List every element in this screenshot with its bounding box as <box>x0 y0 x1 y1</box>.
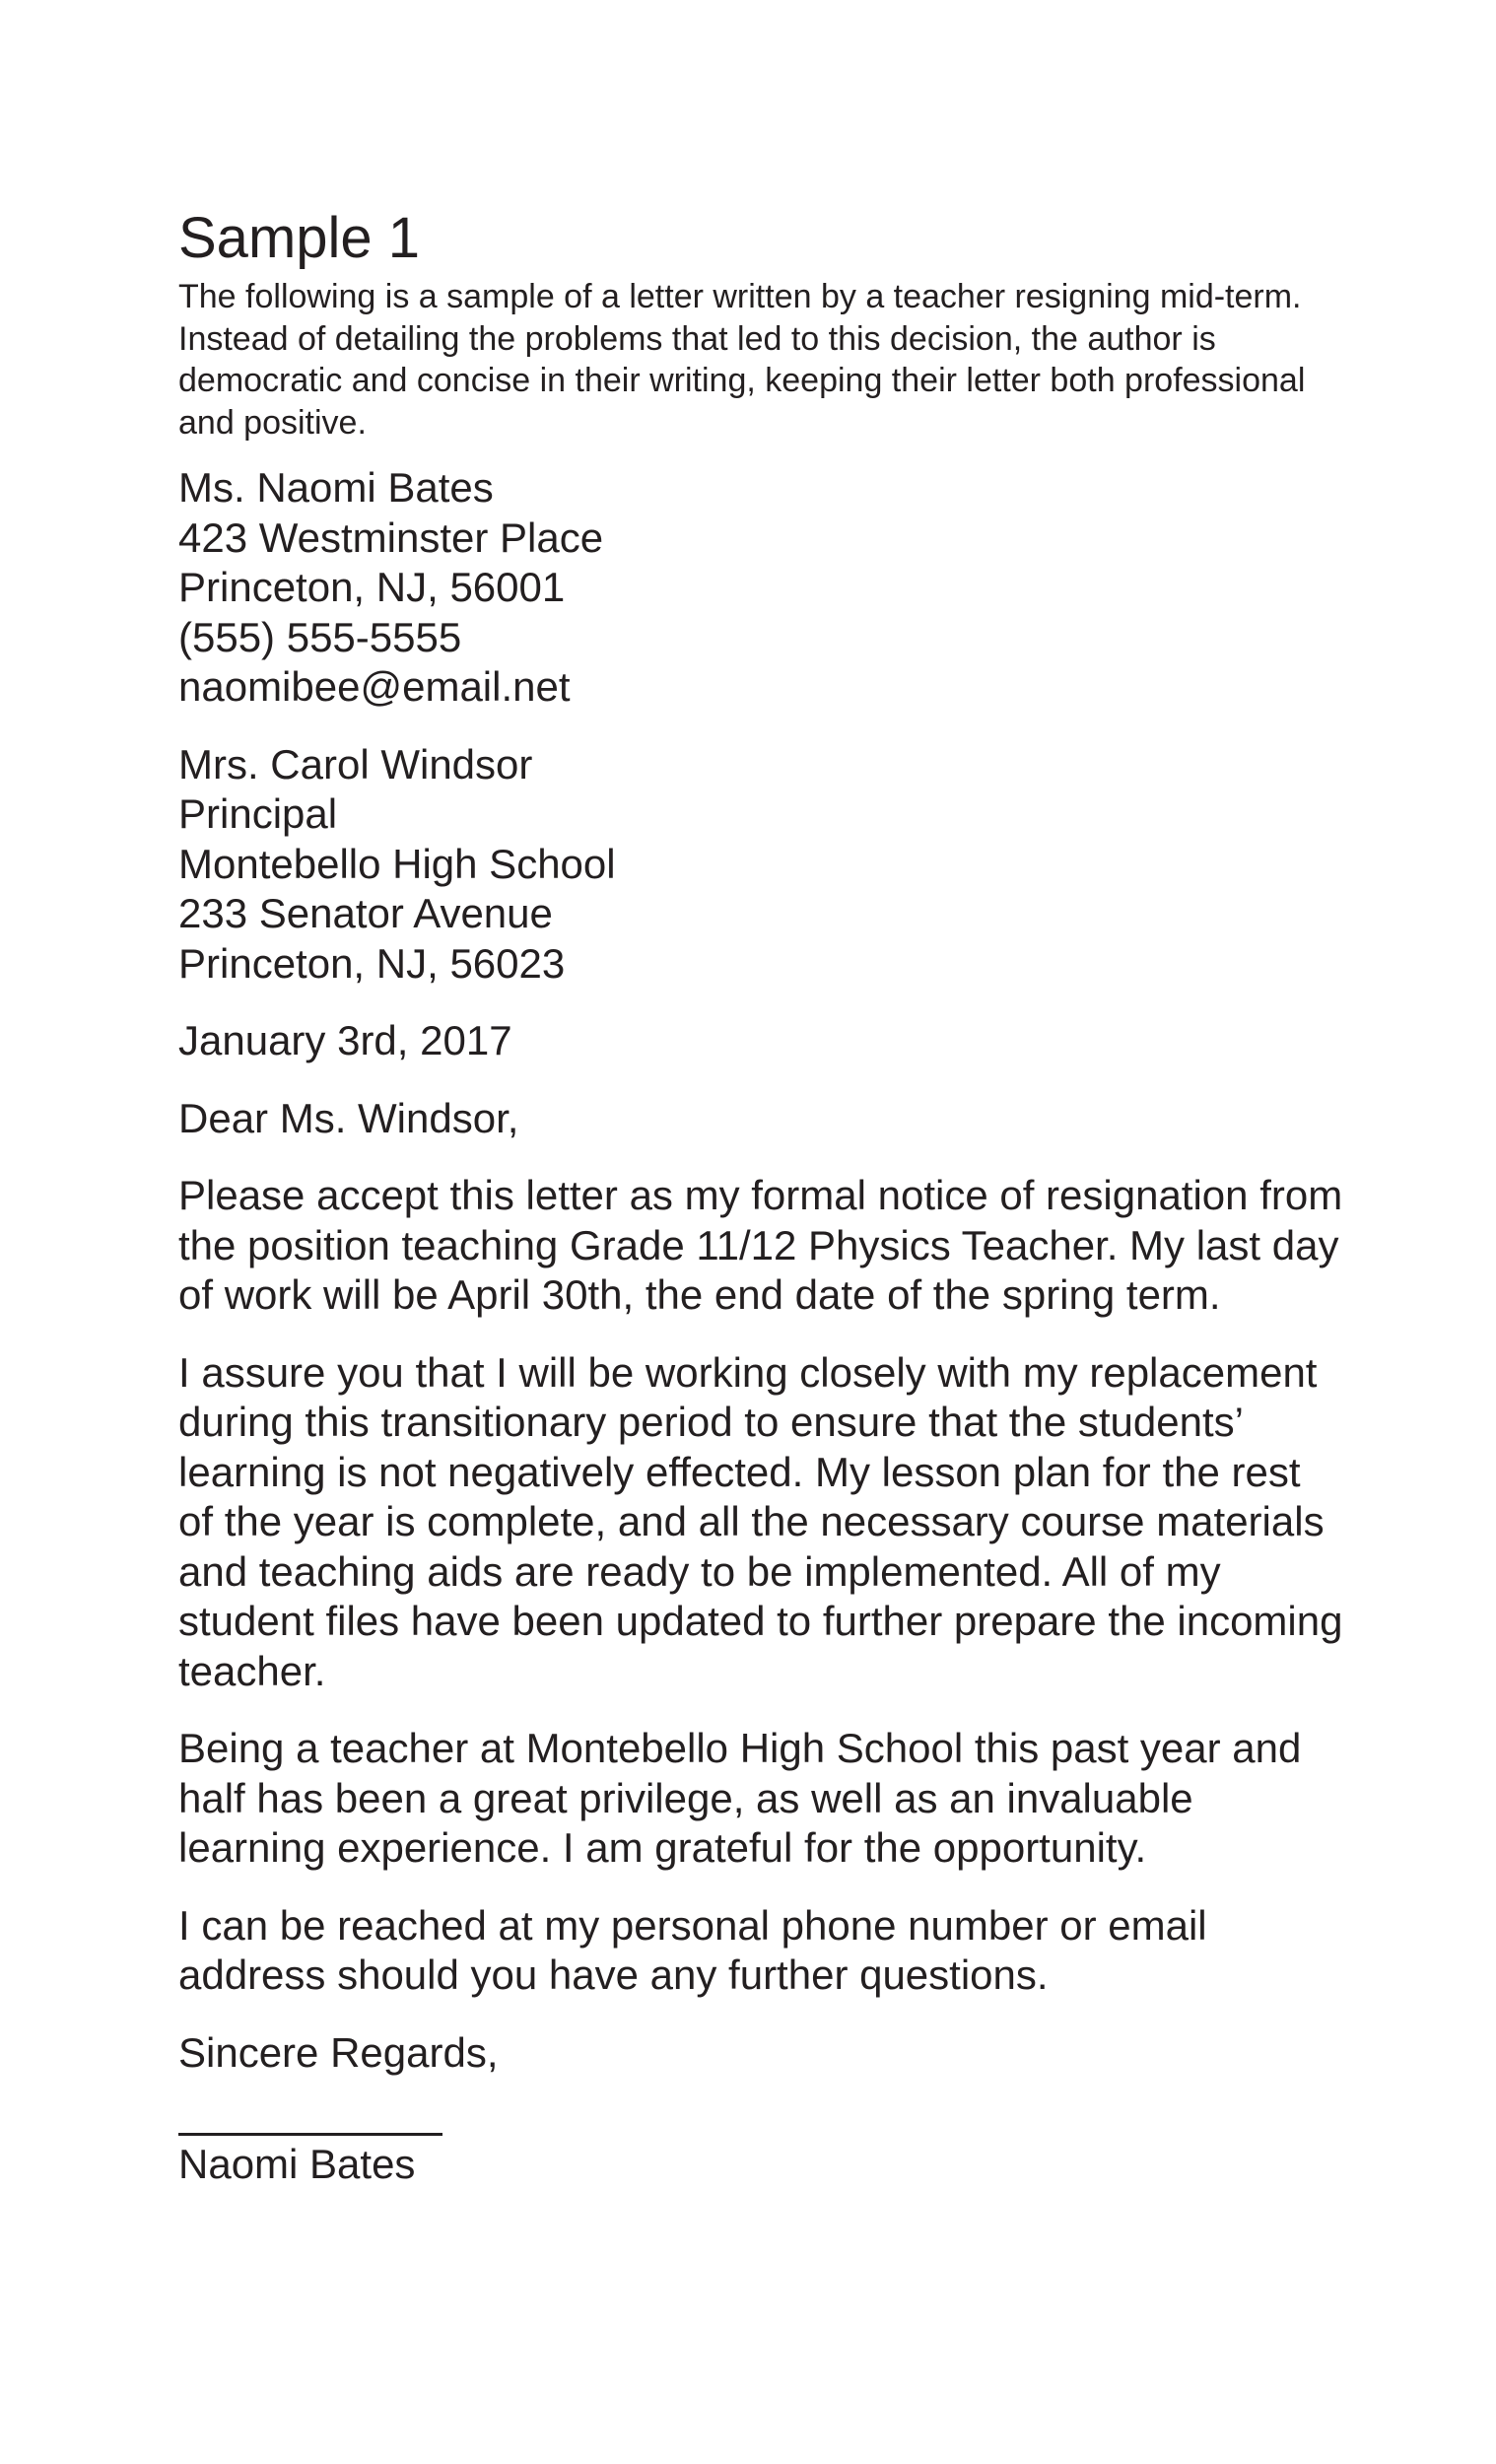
sender-phone: (555) 555-5555 <box>178 613 462 660</box>
sender-street: 423 Westminster Place <box>178 513 604 561</box>
page-title: Sample 1 <box>178 206 421 270</box>
date-text: January 3rd, 2017 <box>178 1017 512 1063</box>
body-paragraph: Please accept this letter as my formal notice of resignation from the position teaching Grade 11/12 Physics Teacher. My last day of work will be April 30th, the end date of the spring term. <box>178 1172 1343 1318</box>
signature-line <box>178 2133 442 2136</box>
sender-name: Ms. Naomi Bates <box>178 464 494 511</box>
signature-name: Naomi Bates <box>178 2141 416 2187</box>
recipient-street: 233 Senator Avenue <box>178 890 553 936</box>
sender-address <box>178 463 1361 713</box>
intro-text: The following is a sample of a letter written by a teacher resigning mid-term. Instead of detailing the problems that led to this decision, the author is democratic and concise in their writing, keeping their letter both professional and positive. <box>178 278 1306 442</box>
body-paragraph: I assure you that I will be working closely with my replacement during this transitionary period to ensure that the students’ learning is not negatively effected. My lesson plan for the rest of the year is complete, and all the necessary course materials and teaching aids are ready to be implemented. All of my student files have been updated to further prepare the incoming teacher. <box>178 1348 1343 1694</box>
closing-text: Sincere Regards, <box>178 2028 499 2076</box>
recipient-role: Principal <box>178 790 338 837</box>
salutation-text: Dear Ms. Windsor, <box>178 1094 519 1141</box>
recipient-name: Mrs. Carol Windsor <box>178 740 533 787</box>
sender-city: Princeton, NJ, 56001 <box>178 564 566 610</box>
letter-date <box>178 1016 1361 1066</box>
sender-email: naomibee@email.net <box>178 663 571 710</box>
salutation <box>178 1094 1361 1144</box>
recipient-address <box>178 740 1361 990</box>
recipient-city: Princeton, NJ, 56023 <box>178 939 566 987</box>
letter-page <box>178 207 1361 2218</box>
closing <box>178 2028 1361 2079</box>
recipient-school: Montebello High School <box>178 840 616 887</box>
signature <box>178 2140 1361 2190</box>
body-paragraph: Being a teacher at Montebello High School this past year and half has been a great privilege, as well as an invaluable learning experience. I am grateful for the opportunity. <box>178 1725 1302 1871</box>
body-paragraph: I can be reached at my personal phone number or email address should you have any further questions. <box>178 1901 1207 1998</box>
